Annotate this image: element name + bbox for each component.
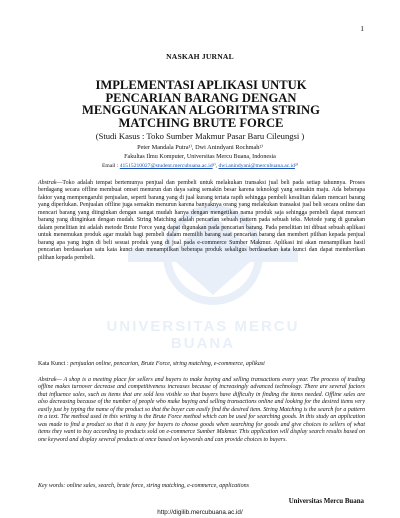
abstract-body: —Toko adalah tempat bertemunya penjual dan pembeli untuk melakukan transaksi jual beli pada setiap tahunnya. Proses berdagang secara offline membuat omset menurun dan daya saing semakin besar karena teknologi yang semakin maju. Ada beberapa faktor yang mempengaruhi penjualan, seperti barang yang di jual kurang tertata rapih sehingga pembeli kesulitan dalam mencari barang yang diperlukan. Penjualan offline juga semakin menurun karena banyaknya orang yang melakukan transaksi jual beli secara online dan mencari barang yang diinginkan dengan sangat mudah hanya dengan mengetikan nama produk saja sehingga pembeli dapat mencari barang yang diinginkan dengan mudah. String Matching adalah pencarian sebuah pattern pada sebuah teks. Metode yang di gunakan dalam penelitian ini adalah metode Brute Force yang dapat digunakan pada pencarian barang. Pada penelitian ini dibuat sebuah aplikasi untuk menemukan produk agar mudah bagi pembeli dalam memilih barang saat pencarian barang dan memberi pilihan kepada penjual barang apa yang ingin di beli sesuai produk yang di jual pada e-commerce Sumber Makmur. Aplikasi ini akan menampilkan hasil pencarian berdasarkan satu kata kunci dan menampilkan beberapa produk sekaligus berdasarkan kata kunci dan dapat memberikan pilihan kepada pembeli. xyxy=(38,180,365,261)
footer-university: Universitas Mercu Buana xyxy=(288,498,364,505)
keywords-terms: penjualan online, pencarian, Brute Force, string matching, e-commerce, aplikasi xyxy=(68,361,265,367)
abstract-english: Abstrak— A shop is a meeting place for sellers and buyers to make buying and selling transactions every year. The process of trading offline makes turnover decrease and competitiveness increases because of increasingly advanced technology. There are several factors that influence sales, such as items that are sold less visible so that buyers have difficulty in finding the items needed. Offline sales are also decreasing because of the number of people who make buying and selling transactions online and looking for the desired items very easily just by typing the name of the product so that the buyer can easily find the desired item. String Matching is the search for a pattern in a text. The method used in this writing is the Brute Force method which can be used for searching goods. In this study an application was made to find a product so that it is easy for buyers to choose goods when searching for goods and give choices to sellers of what items they want to buy according to products sold on e-commerce Sumber Makmur. This application will display search results based on one keyword and display several products at once based on keywords and can provide choices to buyers. xyxy=(38,377,365,443)
author-list: Peter Mandala Putra¹⁾, Dwi Anindyani Rochmah²⁾ xyxy=(137,144,263,151)
abstract-indonesian xyxy=(38,180,365,262)
email-label: Email : xyxy=(101,163,119,169)
keywords-label: Kata Kunci : xyxy=(38,361,69,367)
email-suffix: ²⁾ xyxy=(294,163,298,169)
watermark-text: UNIVERSITAS MERCU BUANA xyxy=(106,318,300,352)
paper-subtitle: (Studi Kasus : Toko Sumber Makmur Pasar Baru Cileungsi ) xyxy=(95,131,305,141)
paper-title: IMPLEMENTASI APLIKASI UNTUK PENCARIAN BARANG DENGAN MENGGUNAKAN ALGORITMA STRING MATCHING BRUTE FORCE xyxy=(82,78,320,130)
footer-url[interactable]: http://digilib.mercubuana.ac.id/ xyxy=(157,509,243,516)
abstract-lead: Abstrak xyxy=(38,180,57,186)
email-line xyxy=(0,163,400,169)
keywords-indonesian xyxy=(38,361,365,368)
email-link-2[interactable]: dwi.anindyani@mercubuana.ac.id xyxy=(218,163,295,169)
journal-label: NASKAH JURNAL xyxy=(166,52,234,61)
email-separator: ¹⁾, xyxy=(212,163,219,169)
email-link-1[interactable]: 41515210027@student.mercubuana.ac.id xyxy=(119,163,213,169)
author-affiliation: Fakultas Ilmu Komputer, Universitas Mercu Buana, Indonesia xyxy=(124,154,276,160)
keywords-english: Key words: online sales, search, brute force, string matching, e-commerce, applications xyxy=(38,483,249,489)
page-number: 1 xyxy=(360,24,364,33)
